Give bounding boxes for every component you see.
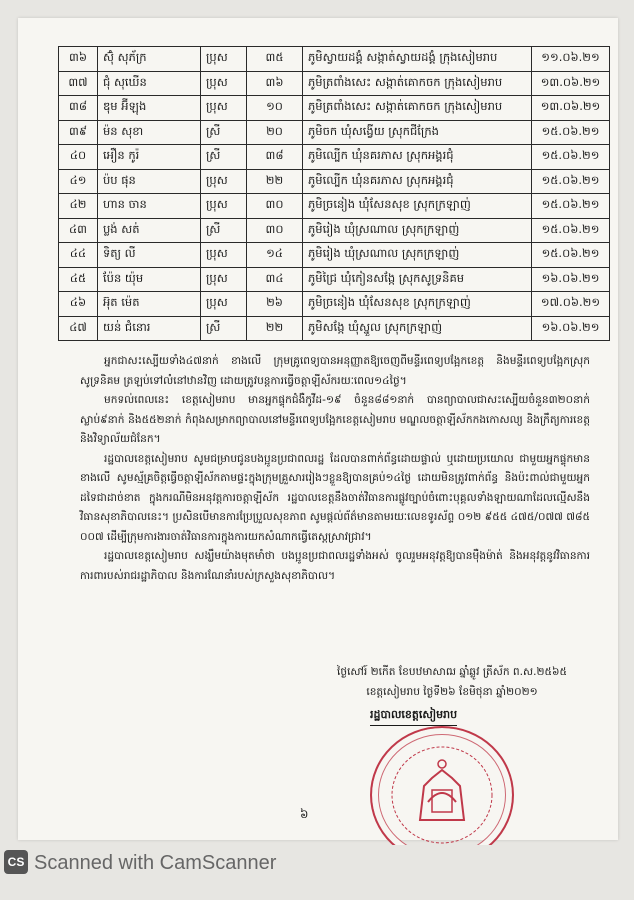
cell-addr: ភូមិត្រពាំងសេះ សង្កាត់គោកចក ក្រុងសៀមរាប [303,71,532,96]
cell-addr: ភូមិរៀង ឃុំស្រណាល ស្រុកក្រឡាញ់ [303,218,532,243]
cell-addr: ភូមិល្បើក ឃុំនគរភាស ស្រុកអង្គរជុំ [303,169,532,194]
cell-age: ៣០ [247,194,303,219]
page-number: ៦ [300,807,309,821]
cell-sex: ប្រុស [201,96,247,121]
cell-no: ៣៦ [59,47,98,72]
cell-sex: ស្រី [201,316,247,341]
cell-sex: ប្រុស [201,267,247,292]
cell-sex: ប្រុស [201,243,247,268]
cell-no: ៤៣ [59,218,98,243]
cell-age: ៣៥ [247,47,303,72]
cell-name: ប្លង់ សត់ [98,218,201,243]
cell-addr: ភូមិសង្កែ ឃុំស្នួល ស្រុកក្រឡាញ់ [303,316,532,341]
paragraph-statistics: មកទល់ពេលនេះ ខេត្តសៀមរាប មានអ្នកផ្ទុកជំងឺកូវីដ-១៩ ចំនួន៨៨១នាក់ បានព្យាបាលជាសះស្បើយចំនួន៣២០នាក់ ស្លាប់៩នាក់ និង៥៥២នាក់ កំពុងសម្រាកព្យាបាលនៅមន្ទីរពេទ្យបង្អែកខេត្តសៀមរាប មណ្ឌលចត្តាឡីស័កកងកោសល្យ និងក្រឹត្យការខេត្ត និងវិទ្យាល័យជំនែក។ [80,394,590,445]
cell-name: ជុំ សុឃើន [98,71,201,96]
cell-name: ម៉ន សុខា [98,120,201,145]
cell-sex: ស្រី [201,218,247,243]
cell-name: ហាន ចាន [98,194,201,219]
cell-sex: ស្រី [201,120,247,145]
table-row [59,47,610,72]
cell-age: ១៤ [247,243,303,268]
cell-sex: ប្រុស [201,47,247,72]
table-row [59,71,610,96]
cell-date: ១៣.០៦.២១ [532,71,610,96]
patient-table [58,46,610,341]
table-row [59,169,610,194]
cell-date: ១៥.០៦.២១ [532,145,610,170]
cell-name: អ៊ុត ម៉េត [98,292,201,317]
paragraph-closing: រដ្ឋបាលខេត្តសៀមរាប សង្ឃឹមយ៉ាងមុតមាំថា បងប្អូនប្រជាពលរដ្ឋទាំងអស់ ចូលរួមអនុវត្តឱ្យបានម៉ឺងម៉ាត់ និងអនុវត្តនូវវិធានការការពារបស់រាជរដ្ឋាភិបាល និងការណែនាំរបស់ក្រសួងសុខាភិបាល។ [80,550,590,582]
lunar-date: ថ្ងៃសៅរ៍ ២កើត ខែបឋមាសាឍ ឆ្នាំឆ្លូវ ត្រីស័ក ព.ស.២៥៦៥ [336,666,568,678]
table-row [59,194,610,219]
cell-name: ស៊ុំ សុភ័ក្រ [98,47,201,72]
table-row [59,218,610,243]
solar-date: ខេត្តសៀមរាប ថ្ងៃទី២៦ ខែមិថុនា ឆ្នាំ២០២១ [366,686,538,698]
table-row [59,292,610,317]
signatory-title: រដ្ឋបាលខេត្តសៀមរាប [370,708,457,726]
cell-no: ៤២ [59,194,98,219]
cell-name: ទិត្យ លី [98,243,201,268]
cell-date: ១៦.០៦.២១ [532,316,610,341]
cell-no: ៣៨ [59,96,98,121]
cell-addr: ភូមិច្រនៀង ឃុំសែនសុខ ស្រុកក្រឡាញ់ [303,292,532,317]
body-text [80,352,590,586]
cell-sex: ស្រី [201,145,247,170]
cell-name: ប៉ែន យ៉ុម [98,267,201,292]
cell-date: ១៥.០៦.២១ [532,120,610,145]
cell-date: ១៥.០៦.២១ [532,243,610,268]
paragraph-recovered: អ្នកជាសះស្បើយទាំង៤៧នាក់ ខាងលើ ក្រុមគ្រូពេទ្យបានអនុញ្ញាតឱ្យចេញពីមន្ទីរពេទ្យបង្អែកខេត្ត និងមន្ទីរពេទ្យបង្អែកស្រុកសូទ្រនិគម ត្រឡប់ទៅលំនៅឋានវិញ ដោយត្រូវបន្តការធ្វើចត្តាឡីស័ករយៈពេល១៤ថ្ងៃ។ [80,355,590,387]
cell-date: ១៥.០៦.២១ [532,218,610,243]
cell-sex: ប្រុស [201,194,247,219]
cell-age: ២២ [247,316,303,341]
cell-name: ប៉ប ផុន [98,169,201,194]
cell-addr: ភូមិត្រពាំងសេះ សង្កាត់គោកចក ក្រុងសៀមរាប [303,96,532,121]
cell-sex: ប្រុស [201,71,247,96]
cell-date: ១៣.០៦.២១ [532,96,610,121]
cell-name: អឿន កូរ៉ [98,145,201,170]
cell-addr: ភូមិច្រនៀង ឃុំសែនសុខ ស្រុកក្រឡាញ់ [303,194,532,219]
scanner-watermark-text: Scanned with CamScanner [34,852,277,874]
table-row [59,243,610,268]
cell-name: ឌុម អ៊ីឡុង [98,96,201,121]
cell-age: ២០ [247,120,303,145]
cell-no: ៤៦ [59,292,98,317]
cell-no: ៣៧ [59,71,98,96]
cell-age: ២២ [247,169,303,194]
cell-date: ១៥.០៦.២១ [532,169,610,194]
cell-date: ១៥.០៦.២១ [532,194,610,219]
cell-sex: ប្រុស [201,169,247,194]
table-row [59,316,610,341]
cell-age: ៣០ [247,218,303,243]
cell-no: ៤៥ [59,267,98,292]
cell-addr: ភូមិល្បើក ឃុំនគរភាស ស្រុកអង្គរជុំ [303,145,532,170]
cell-date: ១៦.០៦.២១ [532,267,610,292]
cell-no: ៤៧ [59,316,98,341]
cell-no: ៤៤ [59,243,98,268]
table-row [59,96,610,121]
cell-date: ១៧.០៦.២១ [532,292,610,317]
cell-addr: ភូមិជ្រៃ ឃុំកៀនសង្កែ ស្រុកសូទ្រនិគម [303,267,532,292]
paragraph-notice: រដ្ឋបាលខេត្តសៀមរាប សូមជម្រាបជូនបងប្អូនប្រជាពលរដ្ឋ ដែលបានពាក់ព័ន្ធដោយផ្ទាល់ ឬដោយប្រយោល ជាមួយអ្នកផ្ទុកមានខាងលើ សូមស្ម័គ្រចិត្តធ្វើចត្តាឡីស័កតាមផ្ទះក្នុងក្រុមគ្រួសាររៀងៗខ្លួនឱ្យបានគ្រប់១៤ថ្ងៃ ដោយមិនត្រូវពាក់ព័ន្ធ និងប៉ះពាល់ជាមួយអ្នកដទៃជាដាច់ខាត ក្នុងករណីមិនអនុវត្តការចត្តាឡីស័ក រដ្ឋបាលខេត្តនឹងចាត់វិធានការផ្លូវច្បាប់ចំពោះបុគ្គលទាំងឡាយណាដែលល្មើសនឹងវិធានសុខាភិបាលនេះ។ ប្រសិនបើមានការប្រែប្រួលសុខភាព សូមផ្តល់ព័ត៌មានតាមរយៈលេខទូរស័ព្ទ ០១២ ៩៥៥ ៤៧៥/០៧៧ ៧៨៥ ០០៧ ដើម្បីក្រុមការងារចាត់វិធានការក្នុងការយកសំណាកធ្វើតេស្តស្រាវជ្រាវ។ [80,452,590,543]
cell-date: ១១.០៦.២១ [532,47,610,72]
cell-age: ៣៦ [247,71,303,96]
cell-age: ២៦ [247,292,303,317]
cell-addr: ភូមិចក ឃុំសង្វើយ ស្រុកជីក្រែង [303,120,532,145]
table-row [59,267,610,292]
cell-addr: ភូមិរៀង ឃុំស្រណាល ស្រុកក្រឡាញ់ [303,243,532,268]
cell-addr: ភូមិស្វាយដង្គំ សង្កាត់ស្វាយដង្គំ ក្រុងសៀមរាប [303,47,532,72]
cell-age: ៣៤ [247,267,303,292]
camscanner-logo-icon: CS [4,850,28,874]
cell-age: ១០ [247,96,303,121]
cell-no: ៤១ [59,169,98,194]
table-row [59,120,610,145]
cell-no: ៣៩ [59,120,98,145]
cell-name: យន់ ជំនោរ [98,316,201,341]
cell-age: ៣៨ [247,145,303,170]
cell-sex: ប្រុស [201,292,247,317]
table-row [59,145,610,170]
official-seal [370,726,514,864]
cell-no: ៤០ [59,145,98,170]
